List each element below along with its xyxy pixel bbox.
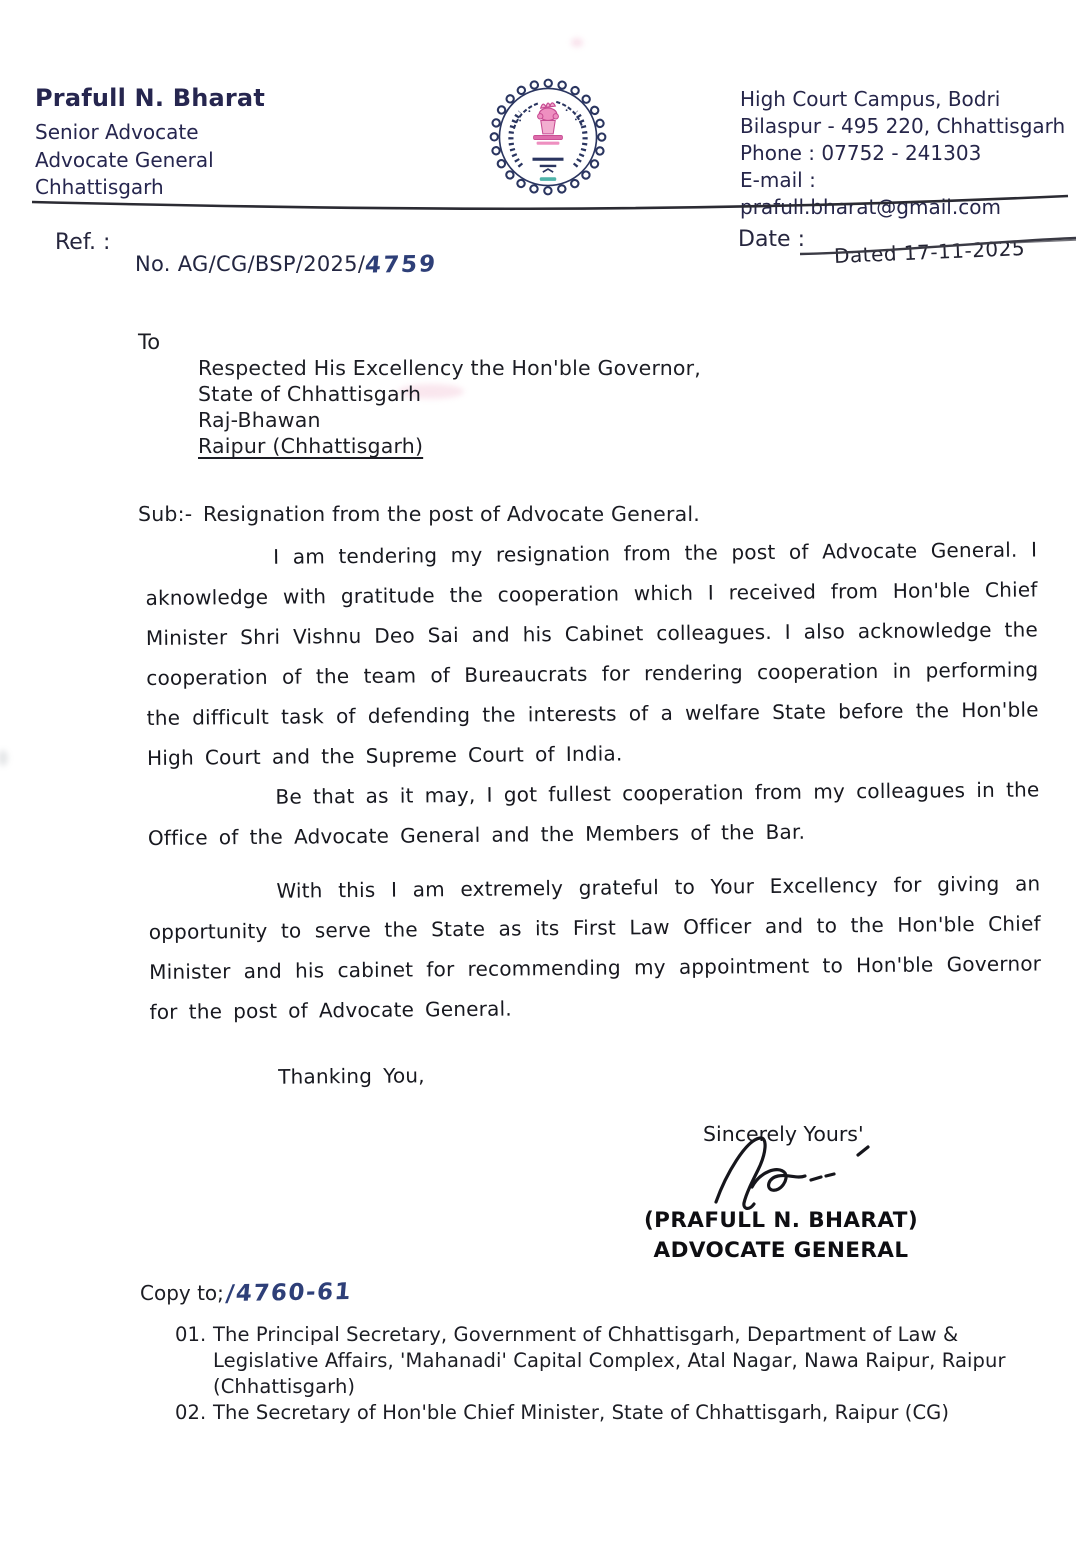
copy-to-label: Copy to; (140, 1281, 224, 1305)
recipient-salutation: To (138, 330, 161, 354)
contact-line: Phone : 07752 - 241303 (740, 141, 982, 165)
letter-body (145, 529, 1042, 1098)
copy-dispatch-number-handwritten: /4760-61 (224, 1278, 354, 1308)
subject-text: Resignation from the post of Advocate General. (203, 502, 700, 526)
ref-label: Ref. : (55, 230, 111, 255)
recipient-line: Raipur (Chhattisgarh) (198, 434, 424, 458)
body-paragraph: I am tendering my resignation from the post of Advocate General. I aknowledge with gratitude the cooperation which I received from Hon'ble Chief Minister Shri Vishnu Deo Sai and his Cabinet colleagues. I also acknowledge the cooperation of the team of Bureaucrats for rendering cooperation in performing the difficult task of defending the interests of a welfare State before the Hon'ble High Court and the Supreme Court of India. (145, 537, 1039, 770)
sender-role: Advocate General (35, 147, 214, 172)
closing-text: Thanking You, (278, 1063, 425, 1089)
gray-edge-smudge (0, 750, 8, 766)
sender-role: Senior Advocate (35, 120, 199, 144)
date-value: Dated 17-11-2025 (833, 236, 1026, 268)
recipient-line: State of Chhattisgarh (198, 382, 422, 406)
sender-block (35, 84, 265, 202)
copy-to-row (140, 1280, 352, 1306)
handwritten-signature (708, 1132, 883, 1217)
date-label: Date : (738, 227, 805, 252)
date-block (798, 228, 1080, 272)
date-strike-line (798, 228, 1080, 272)
ref-number (135, 252, 437, 278)
pink-scan-dot (571, 38, 583, 47)
signatory-title: ADVOCATE GENERAL (653, 1238, 909, 1263)
sender-role: Chhattisgarh (35, 175, 164, 199)
recipient-address (198, 355, 701, 459)
copy-list (175, 1322, 1045, 1426)
ref-number-printed: No. AG/CG/BSP/2025/ (135, 252, 366, 276)
subject-label: Sub:- (138, 502, 193, 526)
recipient-line: Respected His Excellency the Hon'ble Governor, (198, 356, 702, 380)
copy-item-number: 01. (175, 1323, 207, 1346)
header-divider (30, 192, 1070, 218)
body-paragraph: With this I am extremely grateful to Your Excellency for giving an opportunity to serve the State as its First Law Officer and to the Hon'ble Chief Minister and his cabinet for recommending my appointment to Hon'ble Governor for the post of Advocate General. (148, 871, 1042, 1024)
valediction: Sincerely Yours' (703, 1122, 864, 1146)
copy-item-text: The Secretary of Hon'ble Chief Minister, State of Chhattisgarh, Raipur (CG) (213, 1401, 950, 1424)
contact-line: Bilaspur - 495 220, Chhattisgarh (740, 114, 1066, 138)
signatory-name: (PRAFULL N. BHARAT) (643, 1208, 919, 1233)
sender-name: Prafull N. Bharat (35, 84, 265, 112)
body-paragraph: Be that as it may, I got fullest cooperation from my colleagues in the Office of the Advocate General and the Members of the Bar. (147, 777, 1040, 850)
copy-item-text: The Principal Secretary, Government of Chhattisgarh, Department of Law & Legislative Affairs, 'Mahanadi' Capital Complex, Atal Nagar, Nawa Raipur, Raipur (Chhattisgarh) (213, 1323, 1006, 1398)
copy-item (175, 1400, 1045, 1426)
contact-line: E-mail : prafull.bharat@gmail.com (740, 168, 1001, 219)
copy-item (175, 1322, 1045, 1400)
contact-line: High Court Campus, Bodri (740, 87, 1001, 111)
chhattisgarh-state-emblem-icon (486, 72, 610, 202)
recipient-line: Raj-Bhawan (198, 408, 321, 432)
signatory-block (641, 1206, 921, 1266)
ref-number-handwritten: 4759 (364, 251, 439, 279)
copy-item-number: 02. (175, 1401, 207, 1424)
subject-row (138, 502, 700, 526)
